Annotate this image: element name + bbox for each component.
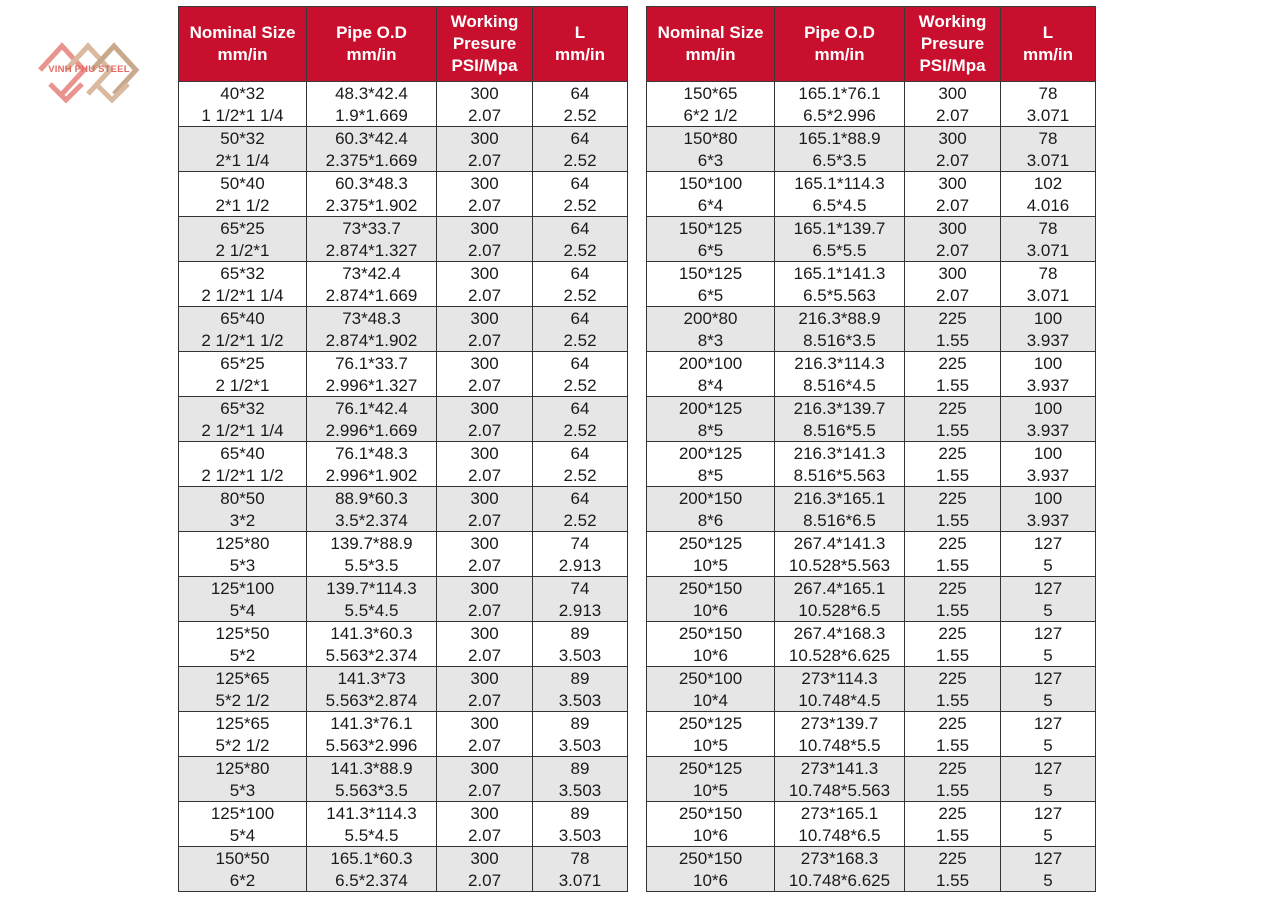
header-length: L mm/in — [1001, 7, 1096, 82]
working-pressure-cell: 225 1.55 — [905, 802, 1001, 847]
pipe-od-cell: 141.3*73 5.563*2.874 — [307, 667, 437, 712]
table-row — [179, 712, 628, 757]
fitting-spec-table-left — [178, 6, 628, 892]
pipe-od-cell: 73*42.4 2.874*1.669 — [307, 262, 437, 307]
nominal-size-cell: 125*65 5*2 1/2 — [179, 712, 307, 757]
working-pressure-cell: 300 2.07 — [905, 127, 1001, 172]
nominal-size-cell: 250*125 10*5 — [647, 532, 775, 577]
pipe-od-cell: 165.1*76.1 6.5*2.996 — [775, 82, 905, 127]
nominal-size-cell: 200*80 8*3 — [647, 307, 775, 352]
nominal-size-cell: 200*150 8*6 — [647, 487, 775, 532]
pipe-od-cell: 60.3*42.4 2.375*1.669 — [307, 127, 437, 172]
working-pressure-cell: 300 2.07 — [437, 307, 533, 352]
brand-logo — [36, 40, 142, 104]
nominal-size-cell: 250*100 10*4 — [647, 667, 775, 712]
table-row — [179, 802, 628, 847]
table-row — [179, 127, 628, 172]
length-cell: 127 5 — [1001, 802, 1096, 847]
working-pressure-cell: 225 1.55 — [905, 847, 1001, 892]
pipe-od-cell: 141.3*76.1 5.563*2.996 — [307, 712, 437, 757]
length-cell: 100 3.937 — [1001, 352, 1096, 397]
nominal-size-cell: 125*80 5*3 — [179, 532, 307, 577]
working-pressure-cell: 225 1.55 — [905, 352, 1001, 397]
length-cell: 78 3.071 — [533, 847, 628, 892]
pipe-od-cell: 141.3*88.9 5.563*3.5 — [307, 757, 437, 802]
table-row — [179, 82, 628, 127]
working-pressure-cell: 225 1.55 — [905, 667, 1001, 712]
table-row — [647, 172, 1096, 217]
length-cell: 127 5 — [1001, 577, 1096, 622]
table-row — [647, 757, 1096, 802]
length-cell: 89 3.503 — [533, 667, 628, 712]
header-working-pressure: Working Presure PSI/Mpa — [437, 7, 533, 82]
pipe-od-cell: 273*139.7 10.748*5.5 — [775, 712, 905, 757]
length-cell: 78 3.071 — [1001, 82, 1096, 127]
pipe-od-cell: 165.1*60.3 6.5*2.374 — [307, 847, 437, 892]
table-row — [647, 667, 1096, 712]
working-pressure-cell: 300 2.07 — [437, 82, 533, 127]
pipe-od-cell: 216.3*139.7 8.516*5.5 — [775, 397, 905, 442]
nominal-size-cell: 200*100 8*4 — [647, 352, 775, 397]
nominal-size-cell: 125*100 5*4 — [179, 577, 307, 622]
nominal-size-cell: 40*32 1 1/2*1 1/4 — [179, 82, 307, 127]
nominal-size-cell: 125*65 5*2 1/2 — [179, 667, 307, 712]
fitting-spec-table-right — [646, 6, 1096, 892]
nominal-size-cell: 150*50 6*2 — [179, 847, 307, 892]
header-row — [179, 7, 628, 82]
length-cell: 78 3.071 — [1001, 217, 1096, 262]
header-pipe-od: Pipe O.D mm/in — [307, 7, 437, 82]
nominal-size-cell: 250*150 10*6 — [647, 577, 775, 622]
length-cell: 78 3.071 — [1001, 127, 1096, 172]
nominal-size-cell: 65*32 2 1/2*1 1/4 — [179, 262, 307, 307]
length-cell: 64 2.52 — [533, 217, 628, 262]
table-row — [647, 82, 1096, 127]
nominal-size-cell: 200*125 8*5 — [647, 397, 775, 442]
length-cell: 64 2.52 — [533, 172, 628, 217]
length-cell: 127 5 — [1001, 712, 1096, 757]
working-pressure-cell: 225 1.55 — [905, 622, 1001, 667]
table-row — [647, 307, 1096, 352]
table-row — [179, 352, 628, 397]
length-cell: 100 3.937 — [1001, 442, 1096, 487]
length-cell: 89 3.503 — [533, 622, 628, 667]
working-pressure-cell: 300 2.07 — [905, 217, 1001, 262]
nominal-size-cell: 50*40 2*1 1/2 — [179, 172, 307, 217]
table-row — [647, 127, 1096, 172]
pipe-od-cell: 165.1*114.3 6.5*4.5 — [775, 172, 905, 217]
length-cell: 64 2.52 — [533, 487, 628, 532]
pipe-od-cell: 60.3*48.3 2.375*1.902 — [307, 172, 437, 217]
table-row — [647, 262, 1096, 307]
nominal-size-cell: 250*125 10*5 — [647, 757, 775, 802]
nominal-size-cell: 150*65 6*2 1/2 — [647, 82, 775, 127]
table-row — [179, 172, 628, 217]
table-row — [647, 217, 1096, 262]
nominal-size-cell: 250*150 10*6 — [647, 622, 775, 667]
pipe-od-cell: 267.4*168.3 10.528*6.625 — [775, 622, 905, 667]
length-cell: 102 4.016 — [1001, 172, 1096, 217]
pipe-od-cell: 165.1*88.9 6.5*3.5 — [775, 127, 905, 172]
working-pressure-cell: 300 2.07 — [437, 847, 533, 892]
length-cell: 64 2.52 — [533, 127, 628, 172]
length-cell: 64 2.52 — [533, 352, 628, 397]
pipe-od-cell: 216.3*165.1 8.516*6.5 — [775, 487, 905, 532]
length-cell: 64 2.52 — [533, 82, 628, 127]
nominal-size-cell: 80*50 3*2 — [179, 487, 307, 532]
pipe-od-cell: 273*141.3 10.748*5.563 — [775, 757, 905, 802]
pipe-od-cell: 141.3*60.3 5.563*2.374 — [307, 622, 437, 667]
length-cell: 78 3.071 — [1001, 262, 1096, 307]
pipe-od-cell: 48.3*42.4 1.9*1.669 — [307, 82, 437, 127]
working-pressure-cell: 225 1.55 — [905, 307, 1001, 352]
length-cell: 89 3.503 — [533, 712, 628, 757]
length-cell: 127 5 — [1001, 622, 1096, 667]
nominal-size-cell: 125*100 5*4 — [179, 802, 307, 847]
working-pressure-cell: 300 2.07 — [437, 352, 533, 397]
working-pressure-cell: 300 2.07 — [905, 262, 1001, 307]
working-pressure-cell: 225 1.55 — [905, 757, 1001, 802]
table-row — [647, 802, 1096, 847]
table-row — [647, 532, 1096, 577]
working-pressure-cell: 300 2.07 — [437, 577, 533, 622]
table-row — [179, 262, 628, 307]
nominal-size-cell: 125*80 5*3 — [179, 757, 307, 802]
header-nominal-size: Nominal Size mm/in — [647, 7, 775, 82]
header-length: L mm/in — [533, 7, 628, 82]
length-cell: 64 2.52 — [533, 262, 628, 307]
nominal-size-cell: 125*50 5*2 — [179, 622, 307, 667]
pipe-od-cell: 267.4*165.1 10.528*6.5 — [775, 577, 905, 622]
pipe-od-cell: 216.3*114.3 8.516*4.5 — [775, 352, 905, 397]
pipe-od-cell: 216.3*141.3 8.516*5.563 — [775, 442, 905, 487]
table-row — [647, 577, 1096, 622]
table-row — [179, 667, 628, 712]
table-row — [647, 442, 1096, 487]
working-pressure-cell: 225 1.55 — [905, 397, 1001, 442]
header-working-pressure: Working Presure PSI/Mpa — [905, 7, 1001, 82]
table-row — [179, 757, 628, 802]
length-cell: 64 2.52 — [533, 307, 628, 352]
nominal-size-cell: 200*125 8*5 — [647, 442, 775, 487]
working-pressure-cell: 300 2.07 — [437, 532, 533, 577]
nominal-size-cell: 250*150 10*6 — [647, 847, 775, 892]
table-row — [179, 577, 628, 622]
table-row — [647, 622, 1096, 667]
working-pressure-cell: 300 2.07 — [905, 82, 1001, 127]
nominal-size-cell: 65*25 2 1/2*1 — [179, 217, 307, 262]
pipe-od-cell: 141.3*114.3 5.5*4.5 — [307, 802, 437, 847]
working-pressure-cell: 300 2.07 — [437, 127, 533, 172]
length-cell: 127 5 — [1001, 757, 1096, 802]
length-cell: 100 3.937 — [1001, 487, 1096, 532]
nominal-size-cell: 65*25 2 1/2*1 — [179, 352, 307, 397]
length-cell: 127 5 — [1001, 667, 1096, 712]
working-pressure-cell: 300 2.07 — [437, 622, 533, 667]
length-cell: 100 3.937 — [1001, 307, 1096, 352]
table-row — [179, 307, 628, 352]
table-row — [647, 352, 1096, 397]
pipe-od-cell: 88.9*60.3 3.5*2.374 — [307, 487, 437, 532]
nominal-size-cell: 65*32 2 1/2*1 1/4 — [179, 397, 307, 442]
pipe-od-cell: 216.3*88.9 8.516*3.5 — [775, 307, 905, 352]
working-pressure-cell: 300 2.07 — [437, 397, 533, 442]
nominal-size-cell: 250*125 10*5 — [647, 712, 775, 757]
nominal-size-cell: 150*80 6*3 — [647, 127, 775, 172]
pipe-od-cell: 73*33.7 2.874*1.327 — [307, 217, 437, 262]
table-row — [647, 712, 1096, 757]
working-pressure-cell: 225 1.55 — [905, 712, 1001, 757]
pipe-od-cell: 139.7*88.9 5.5*3.5 — [307, 532, 437, 577]
working-pressure-cell: 300 2.07 — [437, 757, 533, 802]
table-row — [179, 847, 628, 892]
pipe-od-cell: 273*165.1 10.748*6.5 — [775, 802, 905, 847]
length-cell: 74 2.913 — [533, 577, 628, 622]
working-pressure-cell: 225 1.55 — [905, 442, 1001, 487]
working-pressure-cell: 300 2.07 — [437, 172, 533, 217]
logo-text: VINH PHU STEEL — [48, 64, 130, 75]
header-pipe-od: Pipe O.D mm/in — [775, 7, 905, 82]
table-row — [179, 217, 628, 262]
table-row — [179, 487, 628, 532]
table-row — [179, 532, 628, 577]
working-pressure-cell: 300 2.07 — [437, 442, 533, 487]
length-cell: 89 3.503 — [533, 802, 628, 847]
nominal-size-cell: 150*125 6*5 — [647, 217, 775, 262]
table-row — [179, 397, 628, 442]
length-cell: 64 2.52 — [533, 397, 628, 442]
table-row — [179, 622, 628, 667]
working-pressure-cell: 300 2.07 — [437, 487, 533, 532]
pipe-od-cell: 139.7*114.3 5.5*4.5 — [307, 577, 437, 622]
nominal-size-cell: 65*40 2 1/2*1 1/2 — [179, 307, 307, 352]
working-pressure-cell: 300 2.07 — [437, 802, 533, 847]
table-row — [647, 397, 1096, 442]
table-row — [647, 487, 1096, 532]
header-nominal-size: Nominal Size mm/in — [179, 7, 307, 82]
working-pressure-cell: 225 1.55 — [905, 487, 1001, 532]
pipe-od-cell: 76.1*48.3 2.996*1.902 — [307, 442, 437, 487]
working-pressure-cell: 225 1.55 — [905, 577, 1001, 622]
length-cell: 100 3.937 — [1001, 397, 1096, 442]
pipe-od-cell: 73*48.3 2.874*1.902 — [307, 307, 437, 352]
length-cell: 127 5 — [1001, 532, 1096, 577]
pipe-od-cell: 165.1*139.7 6.5*5.5 — [775, 217, 905, 262]
pipe-od-cell: 267.4*141.3 10.528*5.563 — [775, 532, 905, 577]
nominal-size-cell: 150*100 6*4 — [647, 172, 775, 217]
pipe-od-cell: 165.1*141.3 6.5*5.563 — [775, 262, 905, 307]
working-pressure-cell: 300 2.07 — [437, 667, 533, 712]
pipe-od-cell: 273*168.3 10.748*6.625 — [775, 847, 905, 892]
working-pressure-cell: 225 1.55 — [905, 532, 1001, 577]
nominal-size-cell: 250*150 10*6 — [647, 802, 775, 847]
pipe-od-cell: 273*114.3 10.748*4.5 — [775, 667, 905, 712]
table-row — [647, 847, 1096, 892]
nominal-size-cell: 150*125 6*5 — [647, 262, 775, 307]
length-cell: 127 5 — [1001, 847, 1096, 892]
length-cell: 74 2.913 — [533, 532, 628, 577]
working-pressure-cell: 300 2.07 — [437, 712, 533, 757]
table-row — [179, 442, 628, 487]
length-cell: 64 2.52 — [533, 442, 628, 487]
working-pressure-cell: 300 2.07 — [905, 172, 1001, 217]
length-cell: 89 3.503 — [533, 757, 628, 802]
working-pressure-cell: 300 2.07 — [437, 217, 533, 262]
pipe-od-cell: 76.1*33.7 2.996*1.327 — [307, 352, 437, 397]
working-pressure-cell: 300 2.07 — [437, 262, 533, 307]
nominal-size-cell: 50*32 2*1 1/4 — [179, 127, 307, 172]
pipe-od-cell: 76.1*42.4 2.996*1.669 — [307, 397, 437, 442]
header-row — [647, 7, 1096, 82]
nominal-size-cell: 65*40 2 1/2*1 1/2 — [179, 442, 307, 487]
